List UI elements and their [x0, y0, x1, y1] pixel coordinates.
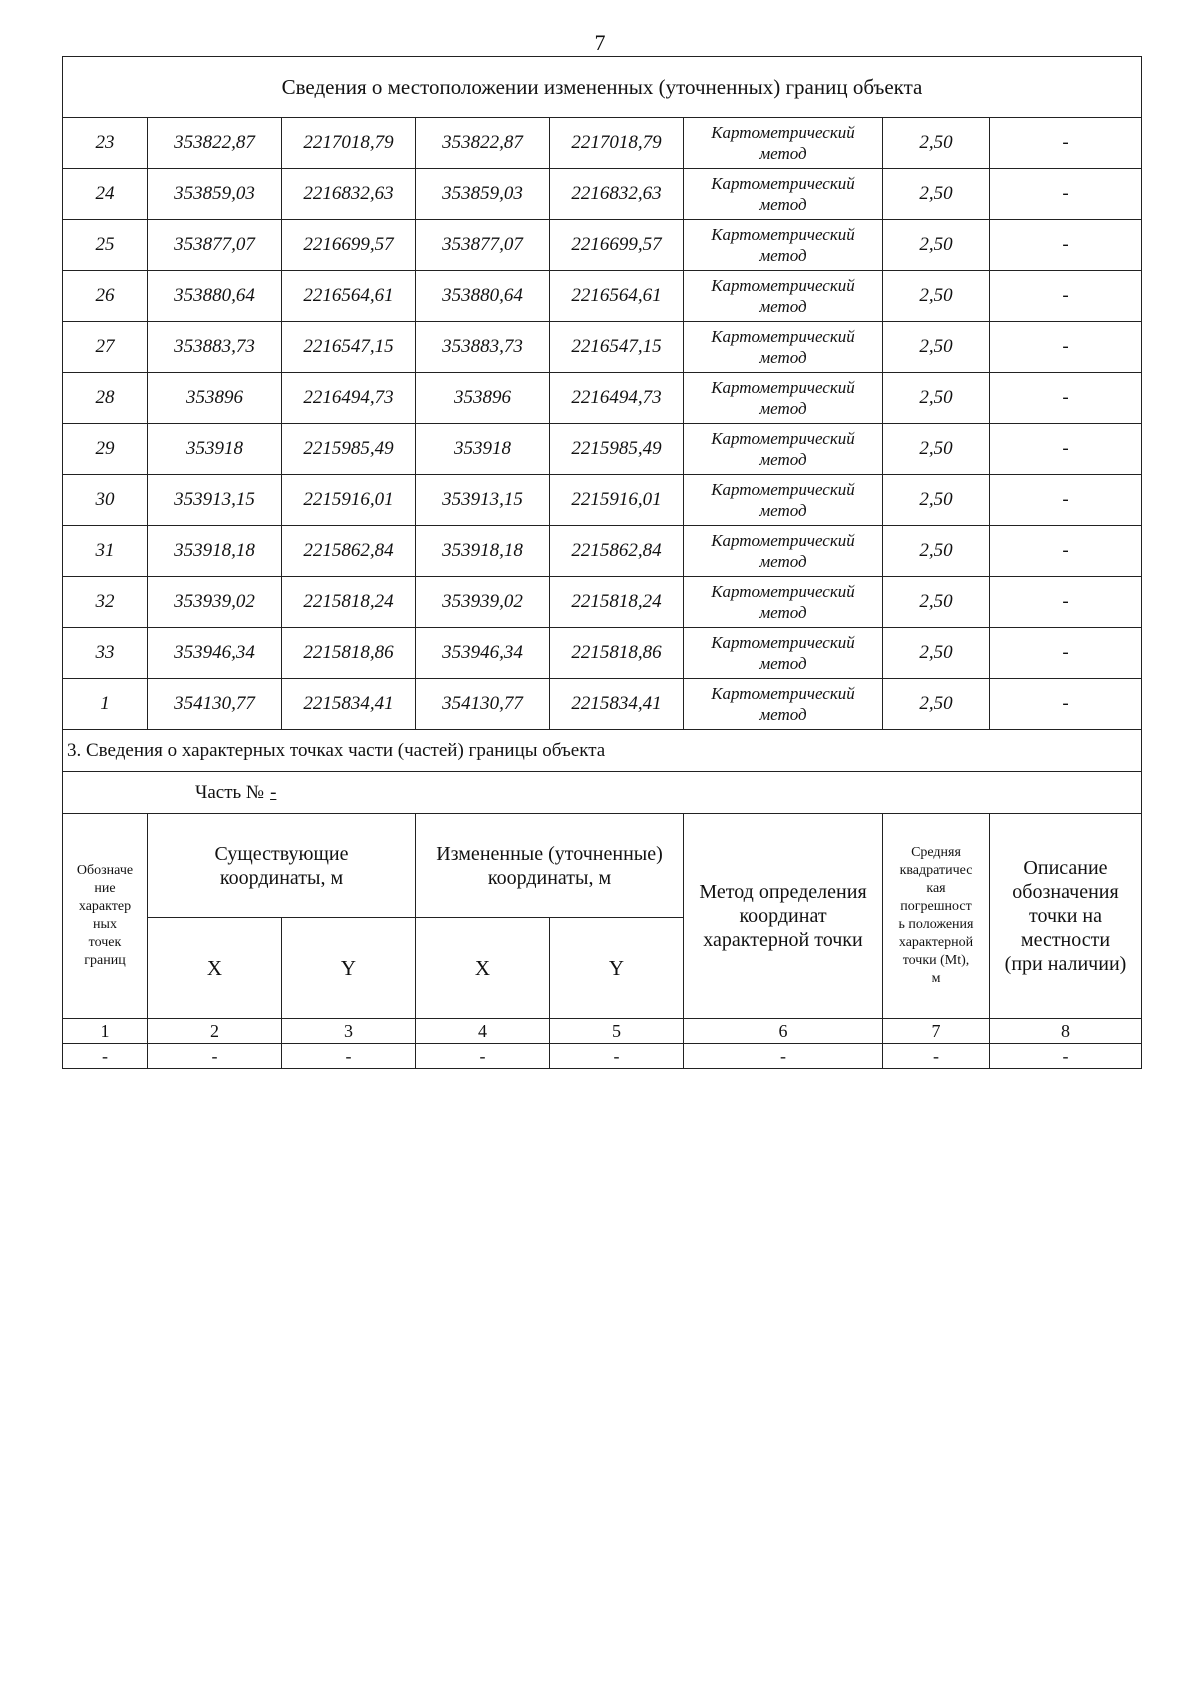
- header-method-line: Метод определения: [699, 881, 867, 903]
- header-changed-y: Y: [550, 918, 684, 1019]
- cell-point: 23: [63, 118, 148, 169]
- table-row: [63, 526, 1142, 577]
- cell-description: -: [990, 424, 1142, 475]
- method-line: Картометрический: [711, 276, 855, 295]
- header-description-line: обозначения: [1012, 881, 1119, 903]
- cell-description: -: [990, 679, 1142, 730]
- header-description-line: (при наличии): [1004, 953, 1127, 975]
- cell-method: [684, 169, 883, 220]
- cell-method: [684, 628, 883, 679]
- cell-description: -: [990, 118, 1142, 169]
- method-line: метод: [759, 246, 807, 265]
- header-changed: [416, 814, 684, 918]
- method-line: Картометрический: [711, 633, 855, 652]
- cell-y-old: 2216494,73: [282, 373, 416, 424]
- empty-cell: -: [684, 1044, 883, 1069]
- header-existing-x: X: [148, 918, 282, 1019]
- method-line: Картометрический: [711, 327, 855, 346]
- cell-method: [684, 220, 883, 271]
- section-3-title: 3. Сведения о характерных точках части (частей) границы объекта: [63, 730, 1142, 772]
- cell-x-old: 353822,87: [148, 118, 282, 169]
- table-row: [63, 220, 1142, 271]
- header-designation-line: Обозначе: [76, 863, 134, 878]
- cell-accuracy: 2,50: [883, 271, 990, 322]
- empty-cell: -: [148, 1044, 282, 1069]
- cell-accuracy: 2,50: [883, 628, 990, 679]
- empty-cell: -: [63, 1044, 148, 1069]
- table-row: [63, 424, 1142, 475]
- method-line: Картометрический: [711, 582, 855, 601]
- method-line: метод: [759, 501, 807, 520]
- method-line: метод: [759, 348, 807, 367]
- column-number: 3: [282, 1019, 416, 1044]
- header-accuracy-line: характерной: [898, 935, 974, 950]
- cell-description: -: [990, 526, 1142, 577]
- cell-point: 31: [63, 526, 148, 577]
- cell-description: -: [990, 271, 1142, 322]
- cell-point: 1: [63, 679, 148, 730]
- empty-cell: -: [416, 1044, 550, 1069]
- cell-x-new: 354130,77: [416, 679, 550, 730]
- cell-y-new: 2215862,84: [550, 526, 684, 577]
- part-value: -: [270, 781, 277, 803]
- cell-point: 26: [63, 271, 148, 322]
- method-line: метод: [759, 399, 807, 418]
- method-line: метод: [759, 552, 807, 571]
- header-accuracy: [883, 814, 990, 1019]
- cell-description: -: [990, 628, 1142, 679]
- header-designation: [63, 814, 148, 1019]
- header-designation-line: характер: [78, 899, 132, 914]
- header-existing-line: Существующие: [214, 842, 349, 865]
- cell-x-old: 353880,64: [148, 271, 282, 322]
- header-description-line: Описание: [1023, 857, 1108, 879]
- cell-y-old: 2216699,57: [282, 220, 416, 271]
- method-line: метод: [759, 297, 807, 316]
- cell-y-new: 2216547,15: [550, 322, 684, 373]
- cell-accuracy: 2,50: [883, 118, 990, 169]
- cell-y-old: 2216564,61: [282, 271, 416, 322]
- method-line: метод: [759, 195, 807, 214]
- cell-x-new: 353896: [416, 373, 550, 424]
- method-line: метод: [759, 144, 807, 163]
- header-changed-line: Измененные (уточненные): [436, 842, 663, 865]
- cell-y-old: 2215916,01: [282, 475, 416, 526]
- cell-description: -: [990, 169, 1142, 220]
- cell-method: [684, 118, 883, 169]
- part-number-row: [63, 772, 1142, 814]
- column-number: 4: [416, 1019, 550, 1044]
- header-designation-line: границ: [84, 953, 126, 968]
- header-accuracy-line: точки (Mt),: [902, 953, 970, 968]
- cell-x-old: 353918: [148, 424, 282, 475]
- cell-x-old: 353883,73: [148, 322, 282, 373]
- header-accuracy-line: кая: [926, 881, 946, 896]
- cell-accuracy: 2,50: [883, 169, 990, 220]
- cell-description: -: [990, 322, 1142, 373]
- cell-x-new: 353946,34: [416, 628, 550, 679]
- method-line: метод: [759, 654, 807, 673]
- header-designation-line: ных: [93, 917, 117, 932]
- header-accuracy-line: м: [931, 971, 941, 986]
- page-number: 7: [594, 30, 606, 55]
- cell-accuracy: 2,50: [883, 424, 990, 475]
- table-row: [63, 118, 1142, 169]
- cell-y-new: 2217018,79: [550, 118, 684, 169]
- cell-description: -: [990, 373, 1142, 424]
- column-number: 6: [684, 1019, 883, 1044]
- method-line: Картометрический: [711, 429, 855, 448]
- table-row: [63, 373, 1142, 424]
- cell-y-new: 2216564,61: [550, 271, 684, 322]
- cell-y-old: 2215818,24: [282, 577, 416, 628]
- header-designation-line: точек: [88, 935, 122, 950]
- cell-y-old: 2216832,63: [282, 169, 416, 220]
- cell-y-new: 2216494,73: [550, 373, 684, 424]
- cell-y-old: 2217018,79: [282, 118, 416, 169]
- cell-x-old: 353913,15: [148, 475, 282, 526]
- column-number: 1: [63, 1019, 148, 1044]
- table-row: [63, 577, 1142, 628]
- cell-method: [684, 577, 883, 628]
- cell-x-new: 353939,02: [416, 577, 550, 628]
- empty-cell: -: [990, 1044, 1142, 1069]
- method-line: метод: [759, 450, 807, 469]
- column-number: 2: [148, 1019, 282, 1044]
- cell-x-new: 353913,15: [416, 475, 550, 526]
- cell-point: 29: [63, 424, 148, 475]
- cell-method: [684, 271, 883, 322]
- cell-x-new: 353918,18: [416, 526, 550, 577]
- cell-x-new: 353859,03: [416, 169, 550, 220]
- table-row: [63, 679, 1142, 730]
- header-existing-line: координаты, м: [219, 866, 344, 889]
- cell-point: 33: [63, 628, 148, 679]
- cell-y-new: 2216699,57: [550, 220, 684, 271]
- cell-accuracy: 2,50: [883, 679, 990, 730]
- cell-description: -: [990, 577, 1142, 628]
- cell-accuracy: 2,50: [883, 322, 990, 373]
- cell-y-new: 2215985,49: [550, 424, 684, 475]
- cell-point: 30: [63, 475, 148, 526]
- header-description-line: местности: [1020, 929, 1111, 951]
- cell-x-new: 353918: [416, 424, 550, 475]
- header-changed-x: X: [416, 918, 550, 1019]
- method-line: метод: [759, 603, 807, 622]
- empty-cell: -: [883, 1044, 990, 1069]
- cell-description: -: [990, 220, 1142, 271]
- cell-method: [684, 322, 883, 373]
- cell-x-old: 353918,18: [148, 526, 282, 577]
- cell-accuracy: 2,50: [883, 373, 990, 424]
- cell-y-new: 2216832,63: [550, 169, 684, 220]
- cell-description: -: [990, 475, 1142, 526]
- method-line: Картометрический: [711, 225, 855, 244]
- cell-y-new: 2215818,86: [550, 628, 684, 679]
- cell-x-old: 354130,77: [148, 679, 282, 730]
- method-line: метод: [759, 705, 807, 724]
- cell-y-old: 2215818,86: [282, 628, 416, 679]
- cell-y-old: 2215834,41: [282, 679, 416, 730]
- table-row: [63, 1044, 1142, 1069]
- cell-accuracy: 2,50: [883, 577, 990, 628]
- cell-x-old: 353939,02: [148, 577, 282, 628]
- cell-point: 32: [63, 577, 148, 628]
- column-number: 5: [550, 1019, 684, 1044]
- column-number: 8: [990, 1019, 1142, 1044]
- cell-point: 27: [63, 322, 148, 373]
- header-description: [990, 814, 1142, 1019]
- cell-x-old: 353946,34: [148, 628, 282, 679]
- method-line: Картометрический: [711, 378, 855, 397]
- method-line: Картометрический: [711, 480, 855, 499]
- header-accuracy-line: ь положения: [898, 917, 974, 932]
- header-existing: [148, 814, 416, 918]
- cell-accuracy: 2,50: [883, 526, 990, 577]
- cell-point: 25: [63, 220, 148, 271]
- header-method-line: координат: [739, 905, 827, 927]
- boundary-table: [62, 56, 1142, 1069]
- cell-x-old: 353896: [148, 373, 282, 424]
- cell-method: [684, 679, 883, 730]
- cell-y-old: 2215862,84: [282, 526, 416, 577]
- cell-method: [684, 526, 883, 577]
- header-accuracy-line: погрешност: [900, 899, 972, 914]
- cell-x-old: 353877,07: [148, 220, 282, 271]
- table-row: [63, 628, 1142, 679]
- method-line: Картометрический: [711, 684, 855, 703]
- table-row: [63, 322, 1142, 373]
- cell-y-new: 2215834,41: [550, 679, 684, 730]
- cell-accuracy: 2,50: [883, 475, 990, 526]
- table-row: [63, 475, 1142, 526]
- table-row: [63, 271, 1142, 322]
- cell-method: [684, 424, 883, 475]
- method-line: Картометрический: [711, 531, 855, 550]
- cell-point: 24: [63, 169, 148, 220]
- method-line: Картометрический: [711, 174, 855, 193]
- table-title: Сведения о местоположении измененных (уточненных) границ объекта: [63, 57, 1142, 118]
- empty-cell: -: [282, 1044, 416, 1069]
- header-accuracy-line: квадратичес: [899, 863, 973, 878]
- cell-y-new: 2215916,01: [550, 475, 684, 526]
- empty-cell: -: [550, 1044, 684, 1069]
- header-method: [684, 814, 883, 1019]
- cell-x-new: 353822,87: [416, 118, 550, 169]
- column-number: 7: [883, 1019, 990, 1044]
- method-line: Картометрический: [711, 123, 855, 142]
- cell-accuracy: 2,50: [883, 220, 990, 271]
- cell-x-new: 353883,73: [416, 322, 550, 373]
- cell-x-new: 353877,07: [416, 220, 550, 271]
- header-description-line: точки на: [1028, 905, 1103, 927]
- cell-method: [684, 475, 883, 526]
- cell-y-old: 2215985,49: [282, 424, 416, 475]
- table-row: [63, 169, 1142, 220]
- header-method-line: характерной точки: [703, 929, 863, 951]
- cell-point: 28: [63, 373, 148, 424]
- part-label: Часть №: [195, 781, 265, 803]
- header-changed-line: координаты, м: [487, 866, 612, 889]
- cell-y-old: 2216547,15: [282, 322, 416, 373]
- cell-method: [684, 373, 883, 424]
- header-designation-line: ние: [94, 881, 116, 896]
- cell-x-new: 353880,64: [416, 271, 550, 322]
- header-existing-y: Y: [282, 918, 416, 1019]
- header-accuracy-line: Средняя: [911, 845, 961, 860]
- cell-y-new: 2215818,24: [550, 577, 684, 628]
- cell-x-old: 353859,03: [148, 169, 282, 220]
